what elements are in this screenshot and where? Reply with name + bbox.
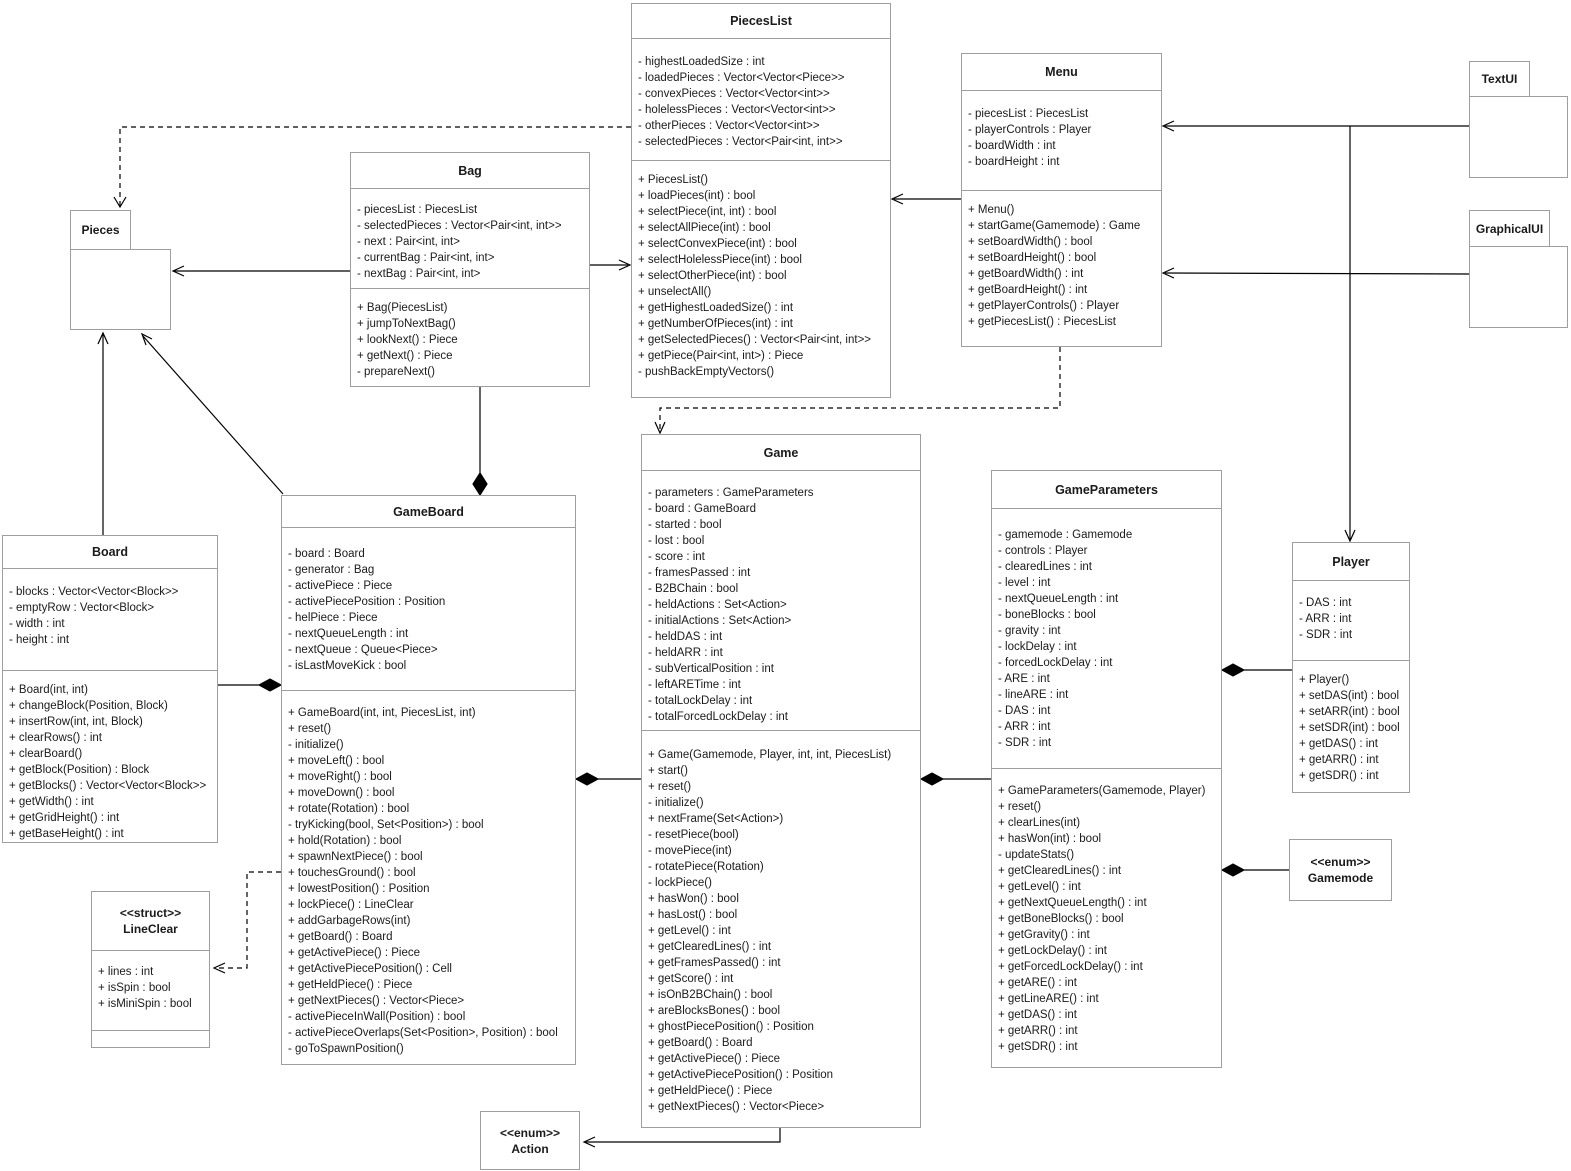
package-graphicalui-body (1469, 246, 1568, 328)
member-row: - initialActions : Set<Action> (648, 615, 792, 627)
member-row: + getNextPieces() : Vector<Piece> (648, 1101, 825, 1113)
member-row: + setBoardWidth() : bool (968, 236, 1093, 248)
member-row: + setARR(int) : bool (1299, 706, 1400, 718)
member-row: - score : int (648, 551, 705, 563)
member-row: + moveLeft() : bool (288, 755, 385, 767)
member-row: + hold(Rotation) : bool (288, 835, 402, 847)
member-row: + getPiecesList() : PiecesList (968, 316, 1116, 328)
attributes-compartment (962, 91, 1161, 191)
member-row: - heldDAS : int (648, 631, 723, 643)
member-row: + hasWon(int) : bool (998, 833, 1102, 845)
member-row: + getARR() : int (998, 1025, 1078, 1037)
member-row: + start() (648, 765, 688, 777)
member-row: - emptyRow : Vector<Block> (9, 602, 155, 614)
member-row: + getGravity() : int (998, 929, 1090, 941)
class-game (641, 434, 921, 1128)
class-board (2, 535, 218, 843)
member-row: - board : Board (288, 548, 365, 560)
member-row: + clearRows() : int (9, 732, 102, 744)
member-row: - nextBag : Pair<int, int> (357, 268, 481, 280)
member-row: + selectPiece(int, int) : bool (638, 206, 777, 218)
member-row: - lockPiece() (648, 877, 712, 889)
member-row: + setBoardHeight() : bool (968, 252, 1097, 264)
class-name-label: Menu (1045, 65, 1078, 79)
class-gameparameters (991, 470, 1222, 1068)
member-row: - leftARETime : int (648, 679, 741, 691)
member-row: - DAS : int (1299, 597, 1352, 609)
class-name-label: LineClear (123, 922, 178, 936)
member-row: + reset() (998, 801, 1042, 813)
composition-gameparameters-player (1222, 664, 1292, 676)
package-pieces-tab (70, 210, 131, 250)
member-row: + clearBoard() (9, 748, 83, 760)
member-row: - prepareNext() (357, 366, 435, 378)
stereotype-label: <<enum>> (499, 1125, 561, 1140)
member-row: + getBoard() : Board (648, 1037, 753, 1049)
member-row: - parameters : GameParameters (648, 487, 814, 499)
member-row: - rotatePiece(Rotation) (648, 861, 764, 873)
attributes-compartment (92, 951, 209, 1031)
methods-compartment (992, 769, 1221, 1067)
member-row: + selectOtherPiece(int) : bool (638, 270, 787, 282)
member-row: + getDAS() : int (1299, 738, 1378, 750)
methods-compartment (962, 191, 1161, 346)
class-name-label: GameBoard (393, 504, 464, 519)
member-row: + lockPiece() : LineClear (288, 899, 414, 911)
member-row: + getBoardHeight() : int (968, 284, 1088, 296)
member-row: + reset() (648, 781, 692, 793)
member-row: - lockDelay : int (998, 641, 1077, 653)
member-row: + moveDown() : bool (288, 787, 395, 799)
struct-lineclear (91, 891, 210, 1048)
member-row: - level : int (998, 577, 1051, 589)
member-row: - pushBackEmptyVectors() (638, 366, 775, 378)
methods-compartment (1293, 661, 1409, 792)
association-menu-pieceslist (892, 194, 961, 204)
member-row: - holelessPieces : Vector<Vector<int>> (638, 104, 836, 116)
member-row: - movePiece(int) (648, 845, 732, 857)
member-row: + getClearedLines() : int (998, 865, 1122, 877)
association-board-pieces (98, 333, 108, 535)
member-row: + Player() (1299, 674, 1350, 686)
member-row: + getSDR() : int (998, 1041, 1078, 1053)
member-row: + getBoneBlocks() : bool (998, 913, 1124, 925)
attributes-compartment (992, 509, 1221, 769)
member-row: + ghostPiecePosition() : Position (648, 1021, 814, 1033)
member-row: + getLineARE() : int (998, 993, 1099, 1005)
composition-gameparameters-gamemode (1222, 864, 1289, 876)
package-graphicalui-tab (1469, 210, 1550, 247)
class-name-label: PiecesList (730, 14, 792, 28)
class-title (962, 54, 1161, 91)
member-row: - nextQueue : Queue<Piece> (288, 644, 438, 656)
member-row: + PiecesList() (638, 174, 708, 186)
member-row: + selectHolelessPiece(int) : bool (638, 254, 802, 266)
member-row: + clearLines(int) (998, 817, 1081, 829)
attributes-compartment (282, 528, 575, 691)
member-row: - currentBag : Pair<int, int> (357, 252, 495, 264)
member-row: - framesPassed : int (648, 567, 751, 579)
class-menu (961, 53, 1162, 347)
member-row: + changeBlock(Position, Block) (9, 700, 168, 712)
member-row: - next : Pair<int, int> (357, 236, 460, 248)
member-row: + getActivePiece() : Piece (288, 947, 420, 959)
member-row: - board : GameBoard (648, 503, 757, 515)
member-row: - ARR : int (1299, 613, 1352, 625)
member-row: - loadedPieces : Vector<Vector<Piece>> (638, 72, 845, 84)
association-gameboard-pieces (142, 334, 283, 494)
association-textui-menu (1163, 121, 1469, 131)
member-row: - ARR : int (998, 721, 1051, 733)
composition-gameboard-board (218, 679, 281, 691)
package-name-label: GraphicalUI (1475, 221, 1544, 236)
member-row: + hasLost() : bool (648, 909, 738, 921)
member-row: - heldActions : Set<Action> (648, 599, 787, 611)
member-row: - boardHeight : int (968, 156, 1060, 168)
package-name-label: TextUI (1481, 72, 1518, 86)
member-row: + lines : int (98, 966, 154, 978)
member-row: - gamemode : Gamemode (998, 529, 1133, 541)
member-row: + lowestPosition() : Position (288, 883, 430, 895)
package-pieces-body (70, 249, 171, 330)
member-row: + getDAS() : int (998, 1009, 1077, 1021)
member-row: - B2BChain : bool (648, 583, 739, 595)
member-row: + getNextQueueLength() : int (998, 897, 1147, 909)
member-row: + Game(Gamemode, Player, int, int, PiecesList) (648, 749, 892, 761)
methods-compartment (92, 1031, 209, 1047)
class-title (92, 892, 209, 951)
member-row: + getNumberOfPieces(int) : int (638, 318, 793, 330)
member-row: + setDAS(int) : bool (1299, 690, 1400, 702)
member-row: + getBlocks() : Vector<Vector<Block>> (9, 780, 207, 792)
member-row: + Menu() (968, 204, 1015, 216)
member-row: + getSDR() : int (1299, 770, 1379, 782)
member-row: + getGridHeight() : int (9, 812, 120, 824)
member-row: - heldARR : int (648, 647, 723, 659)
member-row: + getActivePiece() : Piece (648, 1053, 780, 1065)
class-name-label: Board (91, 545, 129, 559)
member-row: + getBoardWidth() : int (968, 268, 1084, 280)
member-row: + getHeldPiece() : Piece (648, 1085, 773, 1097)
member-row: + getLockDelay() : int (998, 945, 1107, 957)
member-row: - activePiecePosition : Position (288, 596, 446, 608)
methods-compartment (351, 289, 589, 386)
member-row: - highestLoadedSize : int (638, 56, 765, 68)
member-row: + addGarbageRows(int) (288, 915, 411, 927)
member-row: + getHeldPiece() : Piece (288, 979, 413, 991)
member-row: - resetPiece(bool) (648, 829, 739, 841)
member-row: + getFramesPassed() : int (648, 957, 781, 969)
attributes-compartment (351, 189, 589, 289)
member-row: + GameBoard(int, int, PiecesList, int) (288, 707, 476, 719)
member-row: - started : bool (648, 519, 722, 531)
association-game-action (584, 1128, 780, 1147)
member-row: + getPlayerControls() : Player (968, 300, 1120, 312)
composition-gameboard-bag (473, 387, 487, 495)
member-row: - gravity : int (998, 625, 1061, 637)
member-row: + unselectAll() (638, 286, 712, 298)
member-row: - width : int (9, 618, 65, 630)
member-row: - DAS : int (998, 705, 1051, 717)
class-name-label: Player (1332, 554, 1370, 569)
member-row: + getHighestLoadedSize() : int (638, 302, 794, 314)
member-row: + startGame(Gamemode) : Game (968, 220, 1141, 232)
member-row: + getSelectedPieces() : Vector<Pair<int, int>> (638, 334, 872, 346)
enum-gamemode (1289, 839, 1392, 901)
member-row: - initialize() (288, 739, 344, 751)
member-row: - totalForcedLockDelay : int (648, 711, 788, 723)
stereotype-label: <<enum>> (1310, 855, 1371, 869)
member-row: + loadPieces(int) : bool (638, 190, 756, 202)
class-player (1292, 542, 1410, 793)
member-row: + spawnNextPiece() : bool (288, 851, 423, 863)
member-row: + touchesGround() : bool (288, 867, 416, 879)
member-row: + isOnB2BChain() : bool (648, 989, 773, 1001)
member-row: + areBlocksBones() : bool (648, 1005, 780, 1017)
member-row: - tryKicking(bool, Set<Position>) : bool (288, 819, 484, 831)
member-row: + hasWon() : bool (648, 893, 739, 905)
member-row: - ARE : int (998, 673, 1050, 685)
member-row: + GameParameters(Gamemode, Player) (998, 785, 1206, 797)
composition-game-gameparameters (921, 773, 991, 785)
member-row: + getBaseHeight() : int (9, 828, 124, 840)
member-row: + getLevel() : int (998, 881, 1081, 893)
member-row: - initialize() (648, 797, 704, 809)
member-row: + getBoard() : Board (288, 931, 393, 943)
methods-compartment (3, 671, 217, 842)
member-row: + getClearedLines() : int (648, 941, 772, 953)
member-row: + getARR() : int (1299, 754, 1379, 766)
class-name-label: Bag (458, 163, 482, 178)
member-row: + insertRow(int, int, Block) (9, 716, 143, 728)
member-row: - selectedPieces : Vector<Pair<int, int>> (357, 220, 562, 232)
class-title (3, 536, 217, 569)
member-row: + getBlock(Position) : Block (9, 764, 150, 776)
member-row: - generator : Bag (288, 564, 375, 576)
member-row: + reset() (288, 723, 332, 735)
member-row: - clearedLines : int (998, 561, 1092, 573)
member-row: + selectAllPiece(int) : bool (638, 222, 771, 234)
association-graphicalui-menu (1163, 268, 1469, 278)
member-row: - controls : Player (998, 545, 1088, 557)
class-pieceslist (631, 3, 891, 398)
class-title (351, 153, 589, 189)
attributes-compartment (632, 39, 890, 161)
class-name-label: Game (763, 445, 799, 460)
class-title (642, 435, 920, 471)
member-row: + getForcedLockDelay() : int (998, 961, 1143, 973)
member-row: - lineARE : int (998, 689, 1069, 701)
methods-compartment (642, 731, 920, 1127)
member-row: - nextQueueLength : int (998, 593, 1119, 605)
enum-action (480, 1111, 580, 1170)
enum-name-label: Action (511, 1141, 549, 1156)
member-row: + getActivePiecePosition() : Cell (288, 963, 452, 975)
association-menu-player (1345, 126, 1355, 541)
member-row: + getScore() : int (648, 973, 734, 985)
member-row: + nextFrame(Set<Action>) (648, 813, 784, 825)
member-row: - height : int (9, 634, 70, 646)
member-row: + lookNext() : Piece (357, 334, 458, 346)
composition-gameboard-game (576, 773, 641, 785)
member-row: + setSDR(int) : bool (1299, 722, 1400, 734)
member-row: - nextQueueLength : int (288, 628, 409, 640)
member-row: - SDR : int (1299, 629, 1353, 641)
member-row: - selectedPieces : Vector<Pair<int, int>> (638, 136, 843, 148)
attributes-compartment (3, 569, 217, 671)
class-title (992, 471, 1221, 509)
member-row: - boneBlocks : bool (998, 609, 1096, 621)
member-row: - updateStats() (998, 849, 1075, 861)
class-bag (350, 152, 590, 387)
member-row: - boardWidth : int (968, 140, 1056, 152)
association-bag-pieces (173, 266, 350, 276)
member-row: - piecesList : PiecesList (357, 204, 478, 216)
methods-compartment (282, 691, 575, 1064)
member-row: + moveRight() : bool (288, 771, 392, 783)
member-row: + getPiece(Pair<int, int>) : Piece (638, 350, 804, 362)
member-row: - goToSpawnPosition() (288, 1043, 404, 1055)
methods-compartment (632, 161, 890, 397)
package-textui-tab (1469, 61, 1530, 97)
member-row: + rotate(Rotation) : bool (288, 803, 410, 815)
attributes-compartment (1293, 581, 1409, 661)
member-row: - subVerticalPosition : int (648, 663, 774, 675)
member-row: - activePieceOverlaps(Set<Position>, Position) : bool (288, 1027, 558, 1039)
member-row: - activePiece : Piece (288, 580, 393, 592)
member-row: + isSpin : bool (98, 982, 171, 994)
member-row: - playerControls : Player (968, 124, 1092, 136)
class-title (632, 4, 890, 39)
member-row: + getARE() : int (998, 977, 1077, 989)
member-row: + getLevel() : int (648, 925, 731, 937)
member-row: + getActivePiecePosition() : Position (648, 1069, 834, 1081)
enum-name-label: Gamemode (1307, 871, 1374, 885)
stereotype-label: <<struct>> (119, 906, 182, 920)
member-row: + Board(int, int) (9, 684, 88, 696)
member-row: + Bag(PiecesList) (357, 302, 448, 314)
member-row: - piecesList : PiecesList (968, 108, 1089, 120)
member-row: - SDR : int (998, 737, 1052, 749)
member-row: + getNext() : Piece (357, 350, 453, 362)
member-row: - lost : bool (648, 535, 705, 547)
member-row: + jumpToNextBag() (357, 318, 456, 330)
association-bag-pieceslist (590, 260, 630, 270)
member-row: - activePieceInWall(Position) : bool (288, 1011, 466, 1023)
class-title (1293, 543, 1409, 581)
member-row: - totalLockDelay : int (648, 695, 753, 707)
class-gameboard (281, 495, 576, 1065)
member-row: - blocks : Vector<Vector<Block>> (9, 586, 179, 598)
member-row: - helPiece : Piece (288, 612, 378, 624)
member-row: - forcedLockDelay : int (998, 657, 1113, 669)
class-title (282, 496, 575, 528)
member-row: + isMiniSpin : bool (98, 998, 192, 1010)
member-row: + selectConvexPiece(int) : bool (638, 238, 797, 250)
member-row: - otherPieces : Vector<Vector<int>> (638, 120, 820, 132)
member-row: - isLastMoveKick : bool (288, 660, 407, 672)
package-textui-body (1469, 96, 1568, 178)
member-row: - convexPieces : Vector<Vector<int>> (638, 88, 830, 100)
member-row: + getNextPieces() : Vector<Piece> (288, 995, 465, 1007)
package-name-label: Pieces (81, 223, 120, 237)
dependency-gameboard-lineclear (214, 872, 281, 973)
member-row: + getWidth() : int (9, 796, 94, 808)
attributes-compartment (642, 471, 920, 731)
class-name-label: GameParameters (1055, 482, 1158, 497)
